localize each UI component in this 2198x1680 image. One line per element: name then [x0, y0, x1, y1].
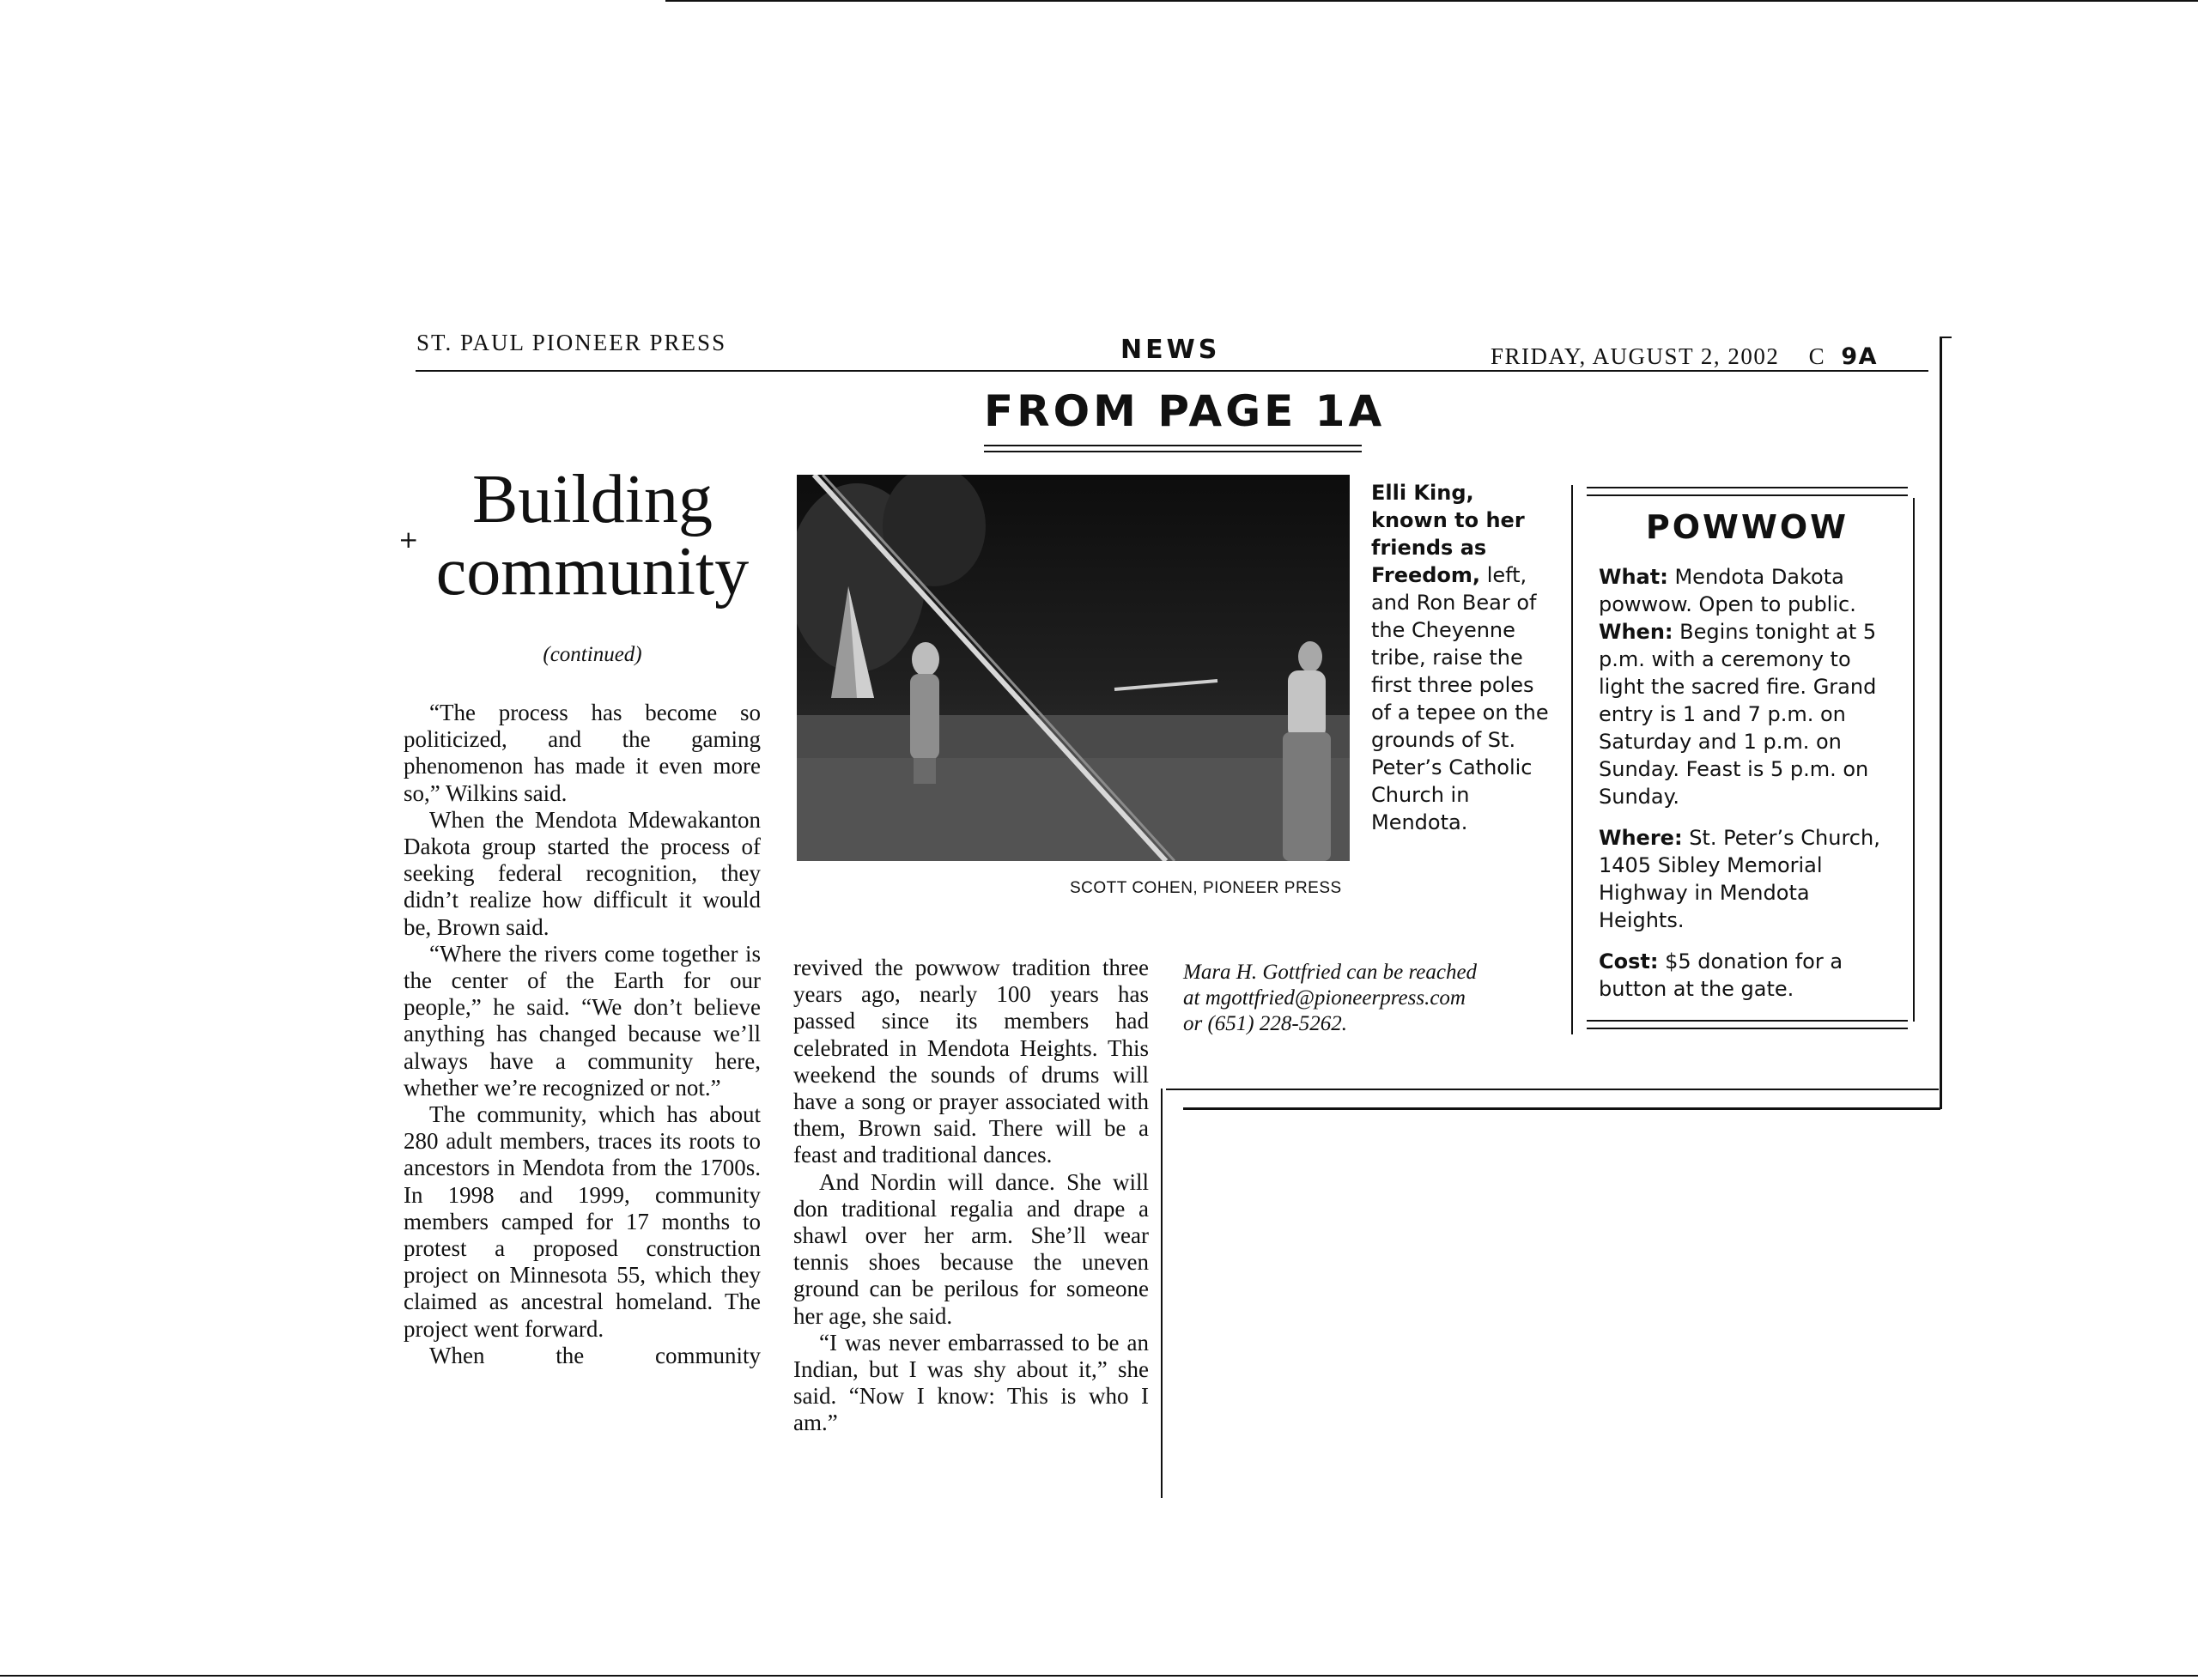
crop-mark: +: [398, 525, 419, 554]
when-text: Begins tonight at 5 p.m. with a ceremony to light the sacred fire. Grand entry is 1 and 7 p.m. on Saturday and 1 p.m. on Sunday. Feast is 5 p.m. on Sunday.: [1599, 620, 1877, 809]
when-row: [1599, 618, 1899, 810]
contact-line-2: at mgottfried@pioneerpress.com: [1183, 986, 1466, 1010]
column-rule: [1161, 1089, 1163, 1498]
bottom-rule-2: [1183, 1107, 1940, 1110]
article-column-1: [404, 700, 761, 1369]
header-rule: [416, 370, 1928, 372]
photo-caption: [1371, 479, 1550, 836]
paragraph: “I was never embarrassed to be an Indian, but I was shy about it,” she said. “Now I know: This is who I am.”: [793, 1329, 1149, 1436]
scan-bottom-edge: [0, 1675, 2198, 1677]
photo-credit: SCOTT COHEN, PIONEER PRESS: [1070, 879, 1342, 897]
paragraph: revived the powwow tradition three years ago, nearly 100 years has passed since its members had celebrated in Mendota Heights. This weekend the sounds of drums will have a song or prayer associated with them, Brown said. There will be a feast and traditional dances.: [793, 955, 1149, 1168]
article-column-2: [793, 955, 1149, 1437]
tepee-photo: [797, 475, 1350, 861]
sidebar-title: POWWOW: [1645, 508, 1849, 546]
sidebar-bottom-rule-2: [1587, 1028, 1908, 1029]
what-text: Mendota Dakota powwow. Open to public.: [1599, 565, 1856, 616]
headline-line-2: community: [435, 534, 750, 610]
what-label: What:: [1599, 565, 1668, 589]
sidebar-left-rule: [1571, 485, 1573, 1034]
where-text: St. Peter’s Church, 1405 Sibley Memorial Highway in Mendota Heights.: [1599, 826, 1880, 932]
right-frame-tick: [1940, 337, 1952, 338]
bottom-rule-1: [1166, 1089, 1939, 1090]
banner-rule-top: [984, 445, 1362, 446]
paragraph: “Where the rivers come together is the center of the Earth for our people,” he said. “We don’t believe anything has changed because we’ll always have a community here, whether we’re recognized or not.”: [404, 940, 761, 1101]
headline-line-1: Building: [471, 462, 713, 537]
cost-text: $5 donation for a button at the gate.: [1599, 949, 1843, 1001]
page-number: 9A: [1841, 343, 1879, 370]
headline: [416, 464, 768, 608]
event-details: [1599, 563, 1899, 1016]
continued-label: (continued): [543, 643, 642, 666]
caption-text: left, and Ron Bear of the Cheyenne tribe, raise the first three poles of a tepee on the grounds of St. Peter’s Catholic Church in Mendota.: [1371, 563, 1549, 834]
sidebar-right-rule: [1913, 498, 1915, 1022]
contact-line-3: or (651) 228-5262.: [1183, 1012, 1347, 1035]
cost-label: Cost:: [1599, 949, 1659, 973]
caption-bold: Elli King, known to her friends as Freedom,: [1371, 481, 1525, 587]
scan-top-edge: [665, 0, 2198, 2]
reporter-contact: [1183, 960, 1477, 1037]
paragraph: And Nordin will dance. She will don traditional regalia and drape a shawl over her arm. She’ll wear tennis shoes because the uneven ground can be perilous for someone her age, she said.: [793, 1168, 1149, 1329]
paragraph: When the Mendota Mdewakanton Dakota group started the process of seeking federal recognition, they didn’t realize how difficult it would be, Brown said.: [404, 806, 761, 940]
when-label: When:: [1599, 620, 1673, 644]
right-frame-line: [1940, 337, 1942, 1109]
tepee-photo-art: [797, 475, 1350, 861]
section-label: NEWS: [1120, 335, 1221, 365]
paragraph: When the community: [429, 1342, 761, 1368]
where-label: Where:: [1599, 826, 1683, 850]
sidebar-bottom-rule-1: [1587, 1020, 1908, 1022]
contact-line-1: Mara H. Gottfried can be reached: [1183, 961, 1478, 984]
issue-date: [1491, 343, 1878, 370]
paper-name: ST. PAUL PIONEER PRESS: [416, 330, 727, 355]
what-row: [1599, 563, 1899, 618]
paragraph: The community, which has about 280 adult members, traces its roots to ancestors in Mendota from the 1700s. In 1998 and 1999, community members camped for 17 months to protest a proposed construction project on Minnesota 55, which they claimed as ancestral homeland. The project went forward.: [404, 1101, 761, 1342]
banner-rule-bottom: [984, 451, 1362, 452]
jump-banner: FROM PAGE 1A: [984, 386, 1386, 436]
paragraph: “The process has become so politicized, and the gaming phenomenon has made it even more so,” Wilkins said.: [404, 700, 761, 806]
sidebar-top-rule-1: [1587, 487, 1908, 488]
section-letter: C: [1808, 343, 1826, 369]
sidebar-top-rule-2: [1587, 494, 1908, 496]
cost-row: [1599, 948, 1899, 1003]
where-row: [1599, 824, 1899, 934]
issue-date-text: FRIDAY, AUGUST 2, 2002: [1491, 343, 1780, 369]
